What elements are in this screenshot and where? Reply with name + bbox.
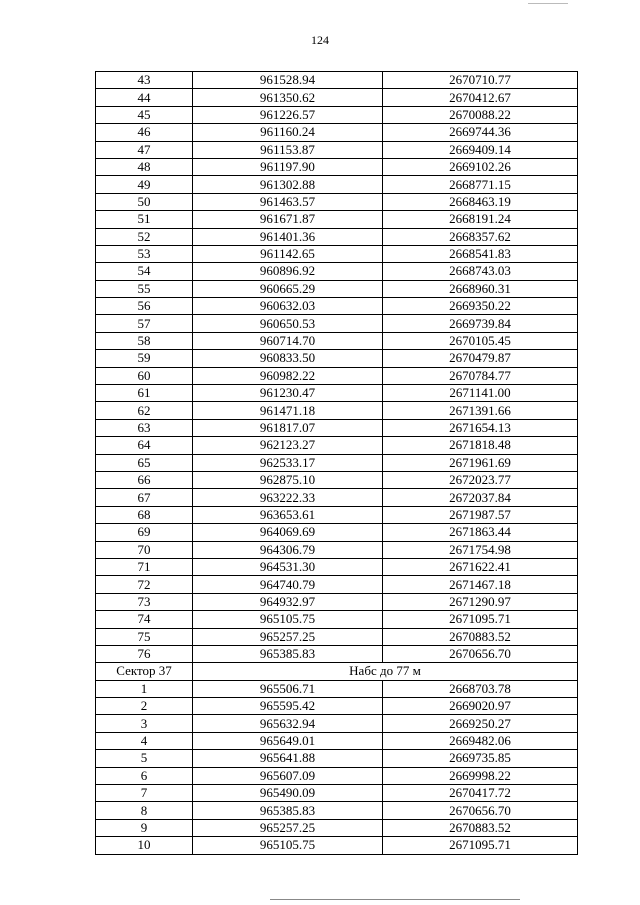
- y-coordinate: 2671961.69: [383, 454, 578, 471]
- x-coordinate: 965595.42: [193, 698, 383, 715]
- table-row: [96, 645, 578, 662]
- x-coordinate: 965257.25: [193, 819, 383, 836]
- x-coordinate: 965105.75: [193, 611, 383, 628]
- y-coordinate: 2670784.77: [383, 367, 578, 384]
- table-row: [96, 732, 578, 749]
- x-coordinate: 964069.69: [193, 524, 383, 541]
- y-coordinate: 2669350.22: [383, 298, 578, 315]
- y-coordinate: 2670883.52: [383, 628, 578, 645]
- y-coordinate: 2669744.36: [383, 124, 578, 141]
- y-coordinate: 2671754.98: [383, 541, 578, 558]
- y-coordinate: 2668771.15: [383, 176, 578, 193]
- coordinates-table: [95, 71, 578, 855]
- point-number: 44: [96, 89, 193, 106]
- scan-artifact-bottom: [270, 899, 520, 900]
- x-coordinate: 965649.01: [193, 732, 383, 749]
- y-coordinate: 2671391.66: [383, 402, 578, 419]
- y-coordinate: 2671290.97: [383, 593, 578, 610]
- x-coordinate: 962533.17: [193, 454, 383, 471]
- point-number: 46: [96, 124, 193, 141]
- point-number: 69: [96, 524, 193, 541]
- point-number: 70: [96, 541, 193, 558]
- table-row: [96, 298, 578, 315]
- table-row: [96, 680, 578, 697]
- x-coordinate: 963653.61: [193, 506, 383, 523]
- table-row: [96, 750, 578, 767]
- point-number: 67: [96, 489, 193, 506]
- y-coordinate: 2670412.67: [383, 89, 578, 106]
- coordinates-table-body-upper: [96, 72, 578, 663]
- table-row: [96, 141, 578, 158]
- table-row: [96, 419, 578, 436]
- point-number: 9: [96, 819, 193, 836]
- table-row: [96, 193, 578, 210]
- x-coordinate: 961401.36: [193, 228, 383, 245]
- x-coordinate: 961817.07: [193, 419, 383, 436]
- table-row: [96, 367, 578, 384]
- y-coordinate: 2670105.45: [383, 332, 578, 349]
- x-coordinate: 960650.53: [193, 315, 383, 332]
- y-coordinate: 2669250.27: [383, 715, 578, 732]
- point-number: 68: [96, 506, 193, 523]
- table-row: [96, 245, 578, 262]
- table-row: [96, 506, 578, 523]
- x-coordinate: 961142.65: [193, 245, 383, 262]
- table-row: [96, 124, 578, 141]
- page-number: 124: [311, 33, 329, 47]
- point-number: 51: [96, 211, 193, 228]
- x-coordinate: 960833.50: [193, 350, 383, 367]
- y-coordinate: 2669409.14: [383, 141, 578, 158]
- table-row: [96, 558, 578, 575]
- y-coordinate: 2669739.84: [383, 315, 578, 332]
- x-coordinate: 965385.83: [193, 802, 383, 819]
- y-coordinate: 2669020.97: [383, 698, 578, 715]
- x-coordinate: 961471.18: [193, 402, 383, 419]
- table-row: [96, 176, 578, 193]
- y-coordinate: 2669735.85: [383, 750, 578, 767]
- x-coordinate: 961153.87: [193, 141, 383, 158]
- table-row: [96, 541, 578, 558]
- table-row: [96, 228, 578, 245]
- x-coordinate: 961230.47: [193, 385, 383, 402]
- table-row: [96, 489, 578, 506]
- y-coordinate: 2671141.00: [383, 385, 578, 402]
- y-coordinate: 2668357.62: [383, 228, 578, 245]
- point-number: 48: [96, 158, 193, 175]
- x-coordinate: 965641.88: [193, 750, 383, 767]
- x-coordinate: 965105.75: [193, 837, 383, 854]
- y-coordinate: 2671654.13: [383, 419, 578, 436]
- y-coordinate: 2671987.57: [383, 506, 578, 523]
- y-coordinate: 2670088.22: [383, 106, 578, 123]
- table-row: [96, 385, 578, 402]
- point-number: 5: [96, 750, 193, 767]
- table-row: [96, 698, 578, 715]
- y-coordinate: 2671622.41: [383, 558, 578, 575]
- point-number: 76: [96, 645, 193, 662]
- table-row: [96, 785, 578, 802]
- x-coordinate: 964932.97: [193, 593, 383, 610]
- point-number: 8: [96, 802, 193, 819]
- y-coordinate: 2671818.48: [383, 437, 578, 454]
- table-row: [96, 593, 578, 610]
- x-coordinate: 963222.33: [193, 489, 383, 506]
- point-number: 56: [96, 298, 193, 315]
- sector-header-body: [96, 663, 578, 680]
- point-number: 58: [96, 332, 193, 349]
- table-row: [96, 263, 578, 280]
- x-coordinate: 961302.88: [193, 176, 383, 193]
- point-number: 50: [96, 193, 193, 210]
- y-coordinate: 2672037.84: [383, 489, 578, 506]
- table-row: [96, 72, 578, 89]
- table-row: [96, 837, 578, 854]
- point-number: 49: [96, 176, 193, 193]
- y-coordinate: 2671095.71: [383, 611, 578, 628]
- y-coordinate: 2668541.83: [383, 245, 578, 262]
- x-coordinate: 965607.09: [193, 767, 383, 784]
- x-coordinate: 962123.27: [193, 437, 383, 454]
- y-coordinate: 2668960.31: [383, 280, 578, 297]
- y-coordinate: 2669102.26: [383, 158, 578, 175]
- table-row: [96, 819, 578, 836]
- x-coordinate: 960982.22: [193, 367, 383, 384]
- y-coordinate: 2668743.03: [383, 263, 578, 280]
- x-coordinate: 961160.24: [193, 124, 383, 141]
- y-coordinate: 2668703.78: [383, 680, 578, 697]
- x-coordinate: 965490.09: [193, 785, 383, 802]
- x-coordinate: 964740.79: [193, 576, 383, 593]
- sector-row: [96, 663, 578, 680]
- point-number: 62: [96, 402, 193, 419]
- table-row: [96, 454, 578, 471]
- point-number: 71: [96, 558, 193, 575]
- table-row: [96, 158, 578, 175]
- point-number: 57: [96, 315, 193, 332]
- table-row: [96, 106, 578, 123]
- point-number: 52: [96, 228, 193, 245]
- x-coordinate: 965632.94: [193, 715, 383, 732]
- coordinates-table-body-lower: [96, 680, 578, 854]
- table-row: [96, 628, 578, 645]
- point-number: 10: [96, 837, 193, 854]
- y-coordinate: 2670479.87: [383, 350, 578, 367]
- y-coordinate: 2670656.70: [383, 802, 578, 819]
- x-coordinate: 960632.03: [193, 298, 383, 315]
- point-number: 61: [96, 385, 193, 402]
- point-number: 55: [96, 280, 193, 297]
- x-coordinate: 960714.70: [193, 332, 383, 349]
- table-row: [96, 350, 578, 367]
- table-row: [96, 402, 578, 419]
- table-row: [96, 89, 578, 106]
- x-coordinate: 965506.71: [193, 680, 383, 697]
- table-row: [96, 524, 578, 541]
- point-number: 2: [96, 698, 193, 715]
- x-coordinate: 961350.62: [193, 89, 383, 106]
- x-coordinate: 962875.10: [193, 471, 383, 488]
- y-coordinate: 2671863.44: [383, 524, 578, 541]
- point-number: 72: [96, 576, 193, 593]
- y-coordinate: 2670883.52: [383, 819, 578, 836]
- point-number: 73: [96, 593, 193, 610]
- y-coordinate: 2668191.24: [383, 211, 578, 228]
- point-number: 45: [96, 106, 193, 123]
- y-coordinate: 2671467.18: [383, 576, 578, 593]
- x-coordinate: 960896.92: [193, 263, 383, 280]
- table-row: [96, 211, 578, 228]
- point-number: 7: [96, 785, 193, 802]
- x-coordinate: 961463.57: [193, 193, 383, 210]
- x-coordinate: 961226.57: [193, 106, 383, 123]
- x-coordinate: 964531.30: [193, 558, 383, 575]
- point-number: 3: [96, 715, 193, 732]
- y-coordinate: 2671095.71: [383, 837, 578, 854]
- y-coordinate: 2670710.77: [383, 72, 578, 89]
- point-number: 60: [96, 367, 193, 384]
- point-number: 53: [96, 245, 193, 262]
- point-number: 66: [96, 471, 193, 488]
- point-number: 75: [96, 628, 193, 645]
- sector-label: Сектор 37: [96, 663, 193, 680]
- table-row: [96, 715, 578, 732]
- y-coordinate: 2670656.70: [383, 645, 578, 662]
- point-number: 47: [96, 141, 193, 158]
- sector-height-label: Набс до 77 м: [193, 663, 578, 680]
- y-coordinate: 2670417.72: [383, 785, 578, 802]
- x-coordinate: 960665.29: [193, 280, 383, 297]
- table-row: [96, 437, 578, 454]
- table-row: [96, 471, 578, 488]
- point-number: 74: [96, 611, 193, 628]
- point-number: 4: [96, 732, 193, 749]
- point-number: 65: [96, 454, 193, 471]
- point-number: 59: [96, 350, 193, 367]
- x-coordinate: 965385.83: [193, 645, 383, 662]
- table-row: [96, 611, 578, 628]
- table-row: [96, 802, 578, 819]
- point-number: 6: [96, 767, 193, 784]
- y-coordinate: 2669482.06: [383, 732, 578, 749]
- point-number: 43: [96, 72, 193, 89]
- y-coordinate: 2672023.77: [383, 471, 578, 488]
- table-row: [96, 576, 578, 593]
- y-coordinate: 2668463.19: [383, 193, 578, 210]
- x-coordinate: 961197.90: [193, 158, 383, 175]
- x-coordinate: 965257.25: [193, 628, 383, 645]
- table-row: [96, 315, 578, 332]
- scan-artifact-top: [528, 3, 568, 4]
- point-number: 1: [96, 680, 193, 697]
- x-coordinate: 961671.87: [193, 211, 383, 228]
- table-row: [96, 767, 578, 784]
- point-number: 64: [96, 437, 193, 454]
- x-coordinate: 964306.79: [193, 541, 383, 558]
- table-row: [96, 332, 578, 349]
- table-row: [96, 280, 578, 297]
- point-number: 63: [96, 419, 193, 436]
- x-coordinate: 961528.94: [193, 72, 383, 89]
- y-coordinate: 2669998.22: [383, 767, 578, 784]
- point-number: 54: [96, 263, 193, 280]
